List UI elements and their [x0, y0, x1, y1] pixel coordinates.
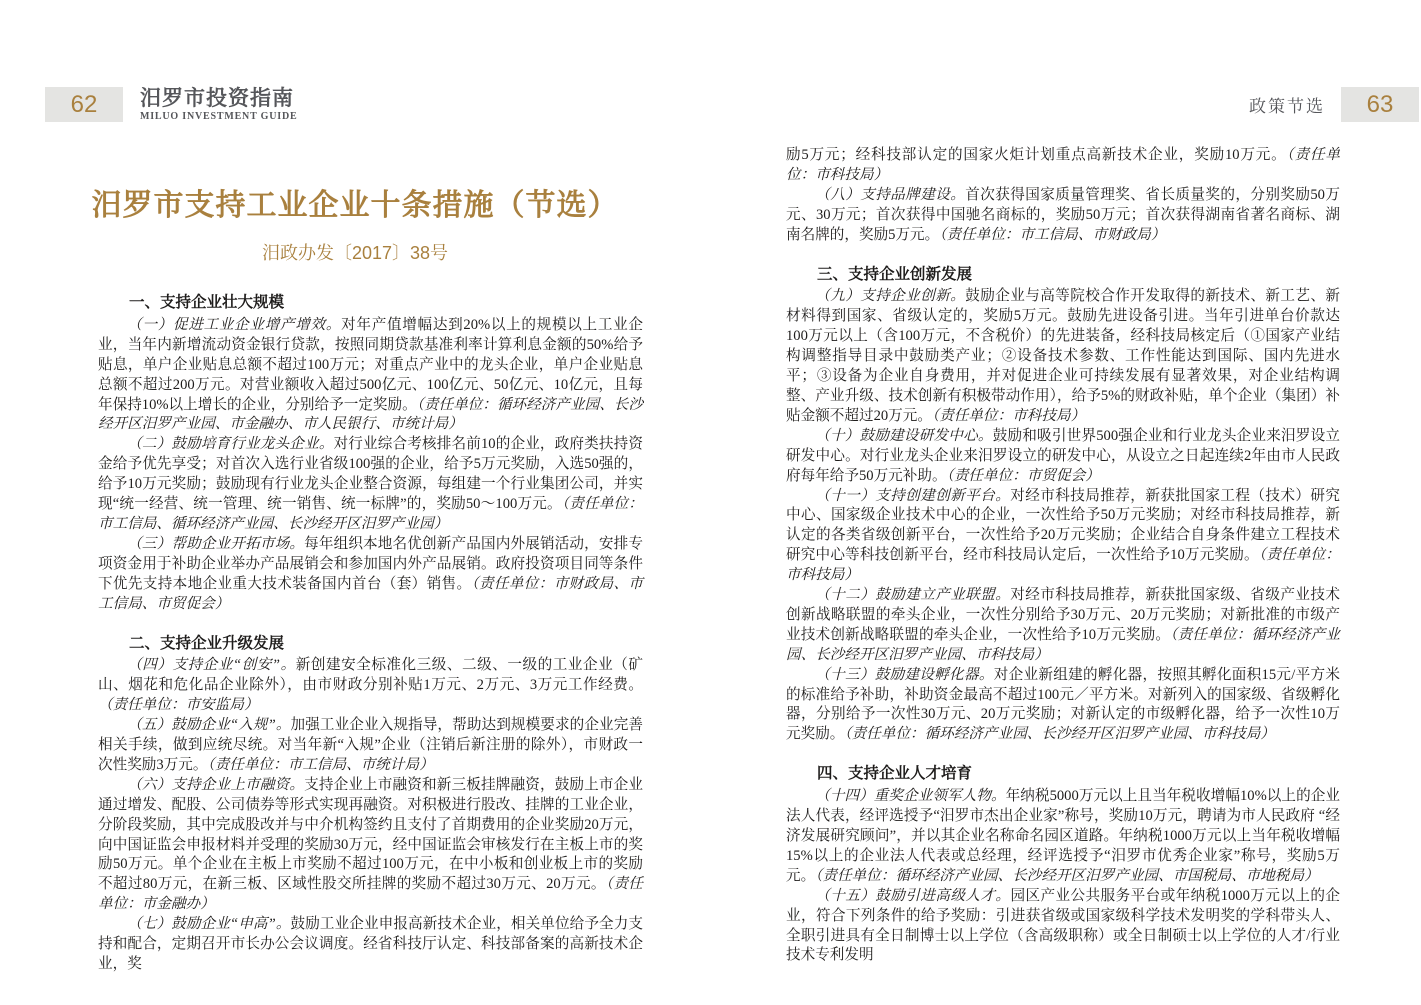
- paragraph-lead: （六）支持企业上市融资。: [127, 776, 305, 793]
- paragraph-body: 对经市科技局推荐，新获批国家工程（技术）研究中心、国家级企业技术中心的企业，一次性给予50万元奖励；对经市科技局推荐，新认定的各类省级创新平台，一次性给予20万元奖励；企业结合自身条件建立工程技术研究中心等科技创新平台，经市科技局认定后，一次性给予10万元奖励。: [786, 487, 1340, 564]
- paragraph-lead: （十二）鼓励建立产业联盟。: [815, 587, 1011, 604]
- responsibility-unit: （责任单位：市安监局）: [98, 697, 259, 714]
- section-heading: 四、支持企业人才培育: [817, 765, 973, 783]
- paragraph-body: 新创建安全标准化三级、二级、一级的工业企业（矿山、烟花和危化品企业除外），由市财政分别补贴1万元、2万元、3万元工作经费。: [98, 657, 643, 694]
- responsibility-unit: （责任单位：市工信局、循环经济产业园、长沙经开区汨罗产业园）: [98, 496, 643, 532]
- responsibility-unit: （责任单位：循环经济产业园、长沙经开区汨罗产业园、市科技局）: [844, 726, 1275, 743]
- policy-paragraph: [98, 656, 643, 716]
- header-left: [45, 87, 297, 122]
- paragraph-lead: （十一）支持创建创新平台。: [815, 487, 1011, 504]
- section-heading: 二、支持企业升级发展: [129, 634, 285, 652]
- paragraph-lead: （一）促进工业企业增产增效。: [127, 316, 342, 333]
- policy-paragraph: [98, 776, 643, 915]
- policy-paragraph: [786, 887, 1340, 967]
- brand-subtitle: MILUO INVESTMENT GUIDE: [140, 110, 298, 122]
- policy-paragraph-continuation: [786, 146, 1340, 186]
- title-block: [0, 180, 710, 265]
- responsibility-unit: （责任单位：市金融办）: [98, 876, 643, 913]
- paragraph-body: 鼓励工业企业申报高新技术企业，相关单位给予全力支持和配合，定期召开市长办公会议调度。经省科技厅认定、科技部备案的高新技术企业，奖: [98, 916, 644, 972]
- responsibility-unit: （责任单位：循环经济产业园、长沙经开区汨罗产业园、市国税局、市地税局）: [815, 867, 1319, 884]
- policy-paragraph: [98, 435, 643, 535]
- paragraph-body: 励5万元；经科技部认定的国家火炬计划重点高新技术企业，奖励10万元。: [786, 147, 1287, 163]
- section-label: 政策节选: [1249, 97, 1325, 116]
- paragraph-lead: （四）支持企业“创安”。: [127, 657, 296, 674]
- paragraph-body: 支持企业上市融资和新三板挂牌融资，鼓励上市企业通过增发、配股、公司债券等形式实现再融资。对积极进行股改、挂牌的工业企业，分阶段奖励，其中完成股改并与中介机构签约且支付了首期费用的企业奖励20万元，向中国证监会申报材料并受理的奖励30万元，经中国证监会审核发行在主板上市的奖励50万元。单个企业在主板上市奖励不超过100万元，在中小板和创业板上市的奖励不超过80万元，在新三板、区域性股交所挂牌的奖励不超过30万元、20万元。: [98, 776, 643, 893]
- paragraph-body: 对企业新组建的孵化器，按照其孵化面积15元/平方米的标准给予补助，补助资金最高不超过100元／平方米。对新列入的国家级、省级孵化器，分别给予一次性30万元、20万元奖励；对新认定的市级孵化器，给予一次性10万元奖励。: [786, 666, 1340, 743]
- policy-paragraph: [786, 666, 1340, 746]
- policy-paragraph: [98, 716, 643, 776]
- policy-paragraph: [98, 535, 643, 615]
- paragraph-lead: （五）鼓励企业“入规”。: [127, 717, 291, 734]
- responsibility-unit: （责任单位：市科技局）: [786, 147, 1340, 183]
- paragraph-lead: （十四）重奖企业领军人物。: [815, 788, 1006, 805]
- paragraph-body: 鼓励企业与高等院校合作开发取得的新技术、新工艺、新材料得到国家、省级认定的，奖励5万元。鼓励先进设备引进。当年引进单台价款达100万元以上（含100万元，不含税价）的先进装备，经科技局核定后（①国家产业结构调整指导目录中鼓励类产业；②设备技术参数、工作性能达到国际、国内先进水平；③设备为企业自身费用，并对促进企业可持续发展有显著效果，对企业结构调整、产业升级、技术创新有积极带动作用），给予5%的财政补贴，单个企业（集团）补贴金额不超过20万元。: [786, 288, 1340, 424]
- responsibility-unit: （责任单位：市科技局）: [931, 407, 1086, 424]
- policy-paragraph: [786, 427, 1340, 487]
- policy-paragraph: [786, 186, 1340, 246]
- paragraph-lead: （十三）鼓励建设孵化器。: [815, 666, 994, 683]
- paragraph-lead: （七）鼓励企业“申高”。: [127, 916, 291, 933]
- responsibility-unit: （责任单位：循环经济产业园、长沙经开区汨罗产业园、市科技局）: [786, 626, 1340, 663]
- policy-paragraph: [786, 787, 1340, 887]
- paragraph-lead: （九）支持企业创新。: [815, 288, 966, 305]
- paragraph-body: 园区产业公共服务平台或年纳税1000万元以上的企业，符合下列条件的给予奖励：引进获省级或国家级科学技术发明奖的学科带头人、全职引进具有全日制博士以上学位（含高级职称）或全日制硕士以上学位的人才/行业技术专利发明: [786, 887, 1340, 964]
- responsibility-unit: （责任单位：市科技局）: [786, 547, 1340, 584]
- section-heading: 一、支持企业壮大规模: [129, 294, 285, 311]
- paragraph-lead: （三）帮助企业开拓市场。: [127, 535, 305, 552]
- left-page-text-column: [98, 293, 643, 975]
- responsibility-unit: （责任单位：市财政局、市工信局、市贸促会）: [98, 575, 643, 612]
- right-page-text-column: [786, 146, 1340, 966]
- paragraph-lead: （十五）鼓励引进高级人才。: [815, 887, 1011, 904]
- paragraph-lead: （十）鼓励建设研发中心。: [815, 427, 993, 444]
- document-number: 汨政办发〔2017〕38号: [261, 243, 449, 263]
- brand-title: 汨罗市投资指南: [140, 86, 294, 110]
- paragraph-body: 对年产值增幅达到20%以上的规模以上工业企业，当年内新增流动资金银行贷款，按照同期贷款基准利率计算利息金额的50%给予贴息，单户企业贴息总额不超过100万元；对重点产业中的龙头企业，单户企业贴息总额不超过200万元。对营业额收入超过500亿元、100亿元、50亿元、10亿元，且每年保持10%以上增长的企业，分别给予一定奖励。: [98, 316, 643, 413]
- page-number-right: 63: [1341, 87, 1419, 122]
- document-title: 汨罗市支持工业企业十条措施（节选）: [91, 189, 619, 222]
- policy-paragraph: [98, 316, 643, 435]
- policy-paragraph: [786, 487, 1340, 587]
- policy-paragraph: [98, 915, 643, 975]
- responsibility-unit: （责任单位：市贸促会）: [946, 467, 1100, 484]
- paragraph-body: 加强工业企业入规指导，帮助达到规模要求的企业完善相关手续，做到应统尽统。对当年新“入规”企业（注销后新注册的除外），市财政一次性奖励3万元。: [98, 717, 644, 773]
- responsibility-unit: （责任单位：循环经济产业园、长沙经开区汨罗产业园、市金融办、市人民银行、市统计局）: [98, 396, 643, 433]
- header-right: [1249, 87, 1419, 122]
- paragraph-body: 年纳税5000万元以上且当年税收增幅10%以上的企业法人代表，经评选授予“汨罗市杰出企业家”称号，奖励10万元，聘请为市人民政府 “经济发展研究顾问”，并以其企业名称命名园区道路。年纳税1000万元以上当年税收增幅15%以上的企业法人代表或总经理，经评选授予“汨罗市优秀企业家”称号，奖励5万元。: [786, 788, 1340, 884]
- policy-paragraph: [786, 287, 1340, 426]
- policy-paragraph: [786, 586, 1340, 666]
- paragraph-body: 对行业综合考核排名前10的企业，政府类扶持资金给予优先享受；对首次入选行业省级100强的企业，给予5万元奖励，入选50强的，给予10万元奖励；鼓励现有行业龙头企业整合资源，每组建一个行业集团公司，并实现“统一经营、统一管理、统一销售、统一标牌”的，奖励50～100万元。: [98, 436, 643, 513]
- brand-block: [140, 88, 297, 122]
- paragraph-body: 对经市科技局推荐，新获批国家级、省级产业技术创新战略联盟的牵头企业，一次性分别给予30万元、20万元奖励；对新批准的市级产业技术创新战略联盟的牵头企业，一次性给予10万元奖励。: [786, 587, 1340, 643]
- page-number-left: 62: [45, 87, 123, 122]
- paragraph-body: 每年组织本地名优创新产品国内外展销活动，安排专项资金用于补助企业举办产品展销会和参加国内外产品展销。政府投资项目同等条件下优先支持本地企业重大技术装备国内首台（套）销售。: [98, 535, 643, 592]
- responsibility-unit: （责任单位：市工信局、市财政局）: [939, 226, 1166, 243]
- paragraph-body: 首次获得国家质量管理奖、省长质量奖的，分别奖励50万元、30万元；首次获得中国驰名商标的，奖励50万元；首次获得湖南省著名商标、湖南名牌的，奖励5万元。: [786, 186, 1340, 243]
- responsibility-unit: （责任单位：市工信局、市统计局）: [207, 756, 434, 773]
- paragraph-body: 鼓励和吸引世界500强企业和行业龙头企业来汨罗设立研发中心。对行业龙头企业来汨罗设立的研发中心，从设立之日起连续2年由市人民政府每年给予50万元补助。: [786, 427, 1340, 484]
- section-heading: 三、支持企业创新发展: [817, 265, 973, 283]
- paragraph-lead: （二）鼓励培育行业龙头企业。: [127, 436, 334, 453]
- paragraph-lead: （八）支持品牌建设。: [815, 186, 966, 203]
